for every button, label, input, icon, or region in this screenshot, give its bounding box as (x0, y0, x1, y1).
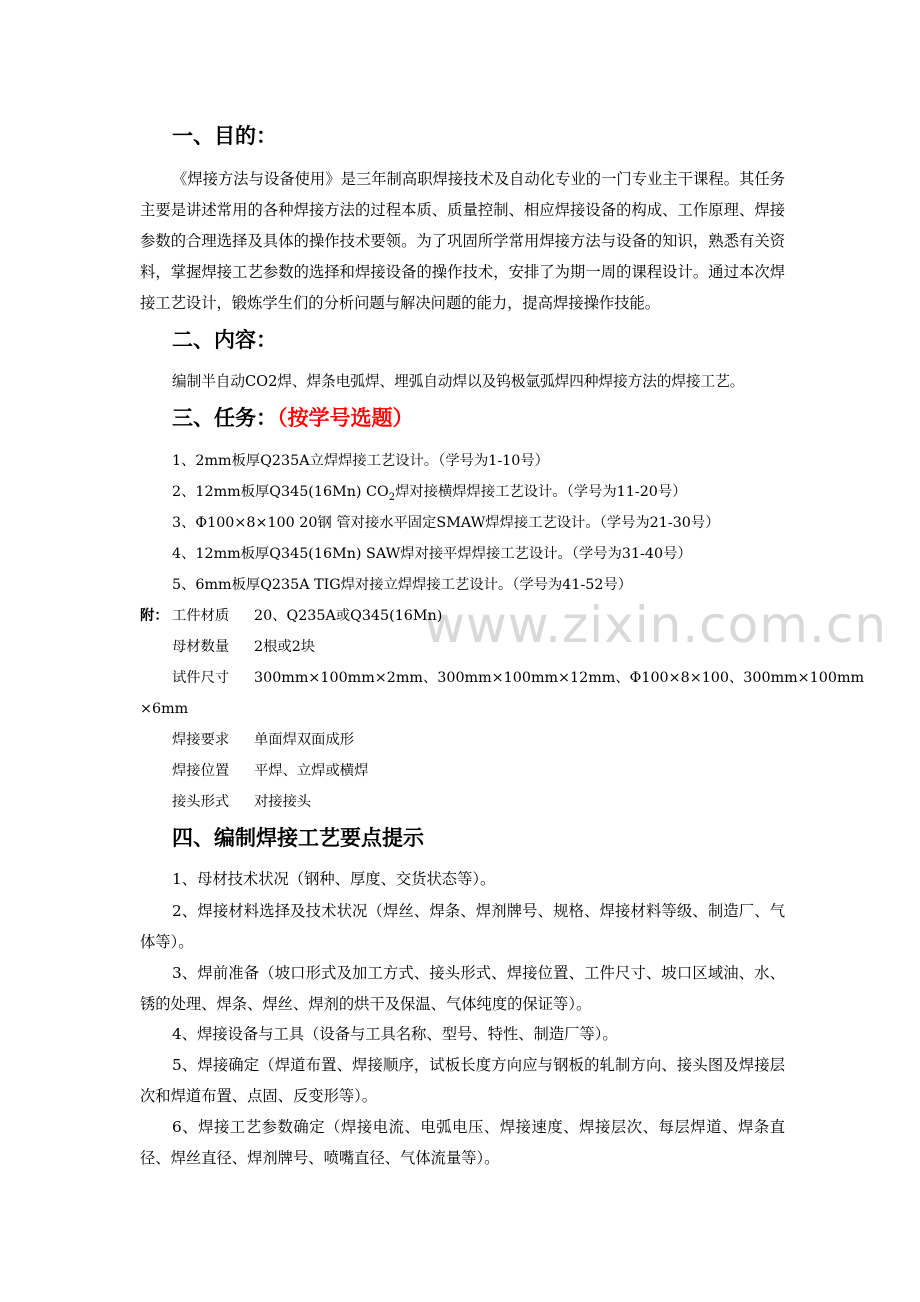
task-item: 3、Φ100×8×100 20钢 管对接水平固定SMAW焊焊接工艺设计。（学号为21-30号） (172, 515, 720, 531)
appendix-label: 接头形式 (172, 794, 230, 810)
section-4-title: 四、编制焊接工艺要点提示 (172, 826, 424, 850)
tips-item: 6、焊接工艺参数确定（焊接电流、电弧电压、焊接速度、焊接层次、每层焊道、焊条直径、焊丝直径、焊剂牌号、喷嘴直径、气体流量等）。 (140, 1118, 785, 1167)
appendix-label: 工件材质 (172, 608, 230, 624)
appendix-row (172, 668, 864, 688)
section-3-title (172, 404, 414, 432)
section-1-title: 一、目的： (172, 124, 277, 148)
appendix-value: 300mm×100mm×2mm、300mm×100mm×12mm、Φ100×8×100、300mm×100mm (254, 670, 865, 686)
tips-item: 1、母材技术状况（钢种、厚度、交货状态等）。 (172, 870, 496, 888)
appendix-row (172, 761, 368, 781)
task-2-subscript: 2 (388, 491, 396, 503)
section-3-title-highlight: （按学号选题） (277, 406, 414, 430)
section-2-title: 二、内容： (172, 328, 277, 352)
appendix-label: 焊接位置 (172, 763, 230, 779)
task-2-text: 2、12mm板厚Q345(16Mn) CO (172, 484, 389, 500)
section-3-title-text: 三、任务： (172, 406, 277, 430)
appendix-label: 母材数量 (172, 639, 230, 655)
tips-item: 4、焊接设备与工具（设备与工具名称、型号、特性、制造厂等）。 (172, 1025, 618, 1043)
appendix-size-continuation: ×6mm (140, 701, 189, 717)
appendix-label: 试件尺寸 (172, 670, 230, 686)
appendix-row (172, 637, 315, 657)
appendix-value: 2根或2块 (254, 639, 316, 655)
appendix-value: 平焊、立焊或横焊 (254, 763, 369, 779)
task-item: 5、6mm板厚Q235A TIG焊对接立焊焊接工艺设计。（学号为41-52号） (172, 577, 633, 593)
appendix-value: 对接接头 (254, 794, 312, 810)
task-item (172, 482, 687, 508)
section-2-text: 编制半自动CO2焊、焊条电弧焊、埋弧自动焊以及钨极氩弧焊四种焊接方法的焊接工艺。 (172, 373, 745, 390)
task-item: 4、12mm板厚Q345(16Mn) SAW焊对接平焊焊接工艺设计。（学号为31-40号） (172, 546, 692, 562)
appendix-row (172, 730, 354, 750)
appendix-value: 20、Q235A或Q345(16Mn) (254, 608, 443, 624)
appendix-value: 单面焊双面成形 (254, 732, 355, 748)
appendix-label: 焊接要求 (172, 732, 230, 748)
task-item: 1、2mm板厚Q235A立焊焊接工艺设计。（学号为1-10号） (172, 453, 549, 469)
task-2-rest: 焊对接横焊焊接工艺设计。（学号为11-20号） (395, 484, 687, 500)
appendix-marker: 附： (140, 608, 169, 624)
watermark: www.zixin.com.cn (424, 596, 888, 654)
tips-item: 5、焊接确定（焊道布置、焊接顺序，试板长度方向应与钢板的轧制方向、接头图及焊接层次和焊道布置、点固、反变形等）。 (140, 1056, 785, 1105)
section-1-paragraph: 《焊接方法与设备使用》是三年制高职焊接技术及自动化专业的一门专业主干课程。其任务主要是讲述常用的各种焊接方法的过程本质、质量控制、相应焊接设备的构成、工作原理、焊接参数的合理选择及具体的操作技术要领。为了巩固所学常用焊接方法与设备的知识，熟悉有关资料，掌握焊接工艺参数的选择和焊接设备的操作技术，安排了为期一周的课程设计。通过本次焊接工艺设计，锻炼学生们的分析问题与解决问题的能力，提高焊接操作技能。 (140, 170, 785, 312)
tips-item: 2、焊接材料选择及技术状况（焊丝、焊条、焊剂牌号、规格、焊接材料等级、制造厂、气体等）。 (140, 902, 785, 951)
appendix-row (172, 792, 311, 812)
appendix-row (172, 606, 442, 626)
tips-item: 3、焊前准备（坡口形式及加工方式、接头形式、焊接位置、工件尺寸、坡口区域油、水、锈的处理、焊条、焊丝、焊剂的烘干及保温、气体纯度的保证等）。 (140, 964, 785, 1013)
